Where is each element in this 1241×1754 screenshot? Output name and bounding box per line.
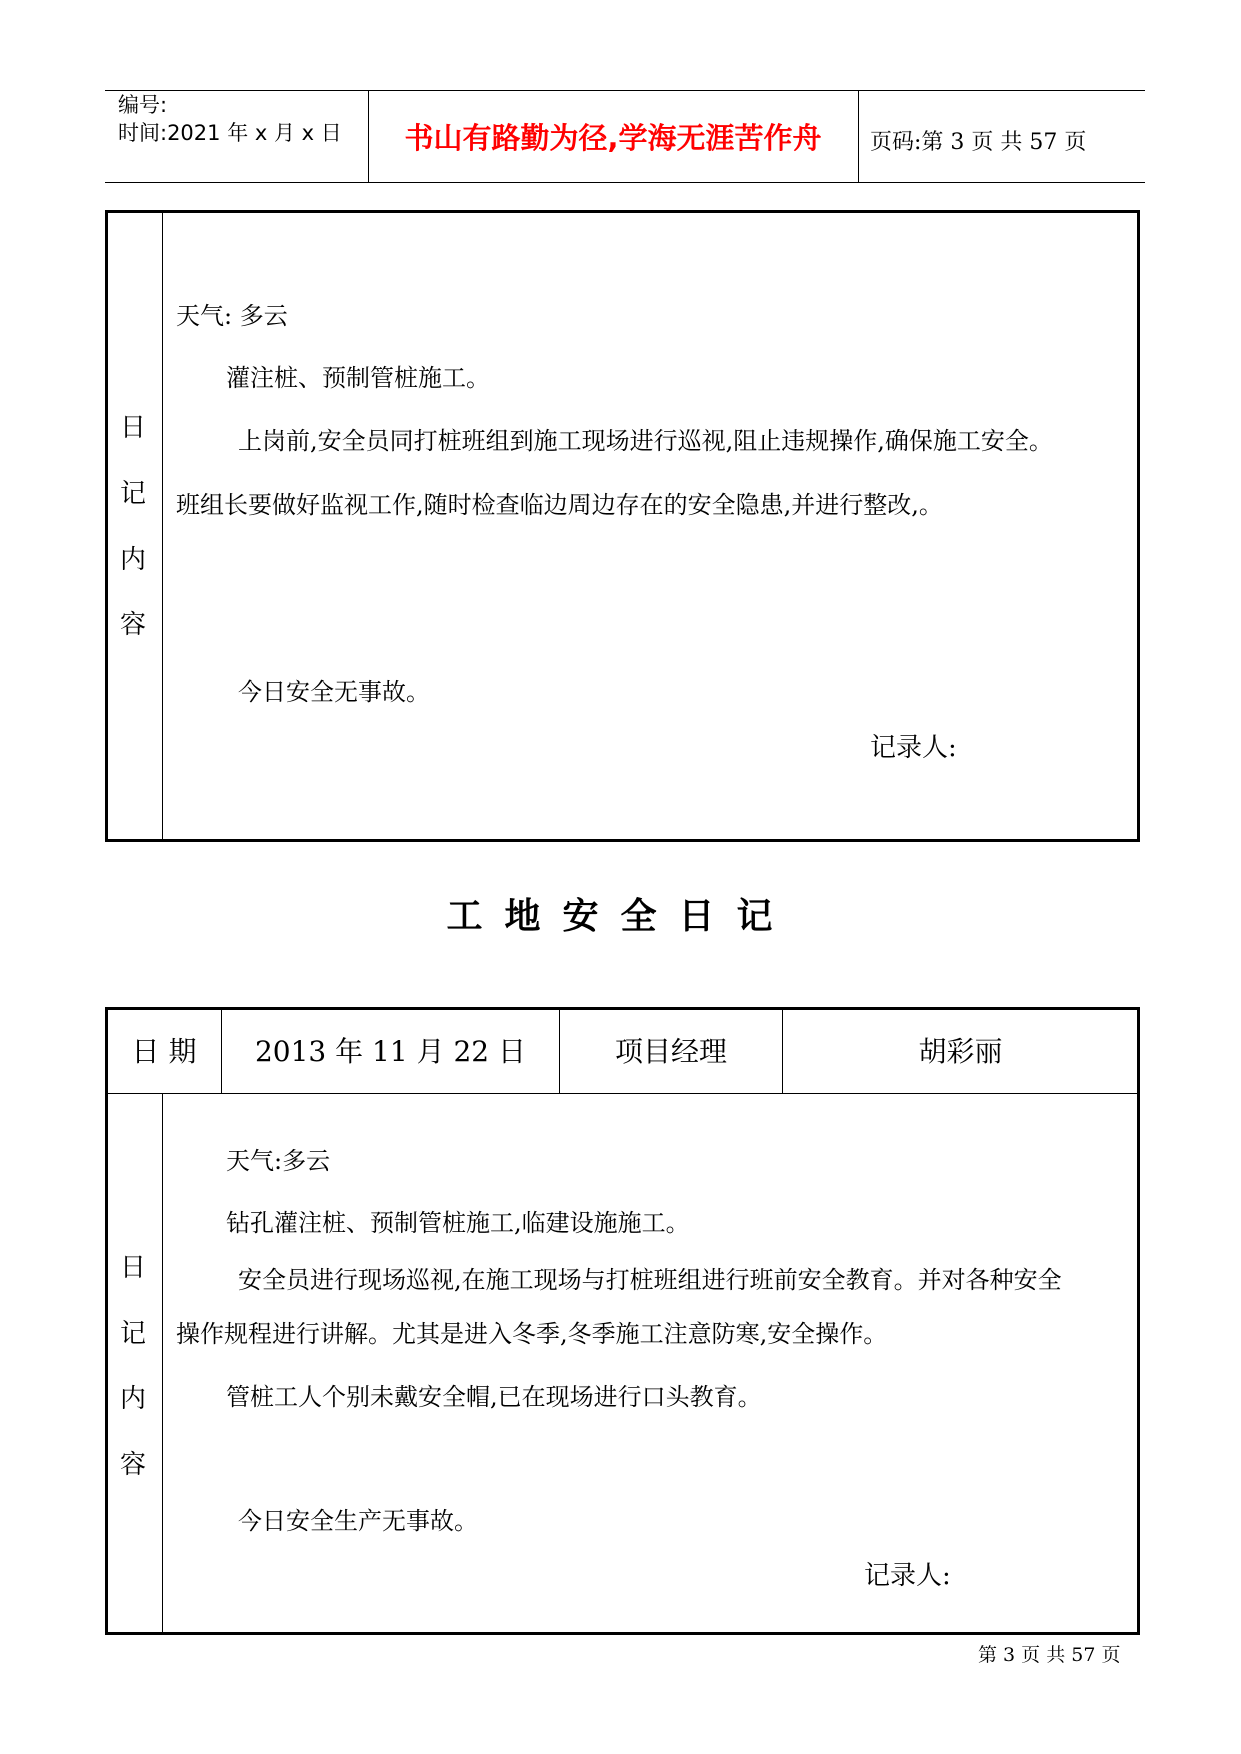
header-page-number: 页码:第 3 页 共 57 页 (870, 130, 1087, 155)
page-title: 工地安全日记 (446, 896, 795, 937)
entry-2-recorder: 记录人: (864, 1561, 951, 1591)
entry-1-conclusion: 今日安全无事故。 (238, 678, 430, 706)
date-label: 日 期 (131, 1035, 197, 1068)
entry-2-para-line-1: 安全员进行现场巡视,在施工现场与打桩班组进行班前安全教育。并对各种安全 (238, 1266, 1062, 1294)
manager-value: 胡彩丽 (918, 1035, 1003, 1068)
entry-1-work: 灌注桩、预制管桩施工。 (226, 364, 490, 392)
header-divider-2 (858, 90, 859, 183)
side-label-char: 记 (120, 1319, 147, 1349)
doc-time-label: 时间:2021 年 x 月 x 日 (118, 121, 342, 145)
entry-2-conclusion: 今日安全生产无事故。 (238, 1507, 478, 1535)
entry-1-para-line-2: 班组长要做好监视工作,随时检查临边周边存在的安全隐患,并进行整改,。 (176, 491, 943, 519)
entry-2-work: 钻孔灌注桩、预制管桩施工,临建设施施工。 (226, 1209, 690, 1237)
footer-page-number: 第 3 页 共 57 页 (978, 1644, 1121, 1666)
doc-number-label: 编号: (118, 93, 168, 117)
entry-2-row-divider (107, 1093, 1138, 1094)
side-label-char: 日 (120, 413, 147, 443)
manager-label: 项目经理 (614, 1035, 727, 1068)
entry-1-label-divider (162, 212, 163, 840)
header-top-rule (105, 90, 1145, 91)
side-label-char: 内 (120, 1384, 147, 1414)
entry-2-para-line-2: 操作规程进行讲解。尤其是进入冬季,冬季施工注意防寒,安全操作。 (176, 1320, 888, 1348)
header-motto: 书山有路勤为径,学海无涯苦作舟 (404, 121, 822, 155)
header-bottom-rule (105, 182, 1145, 183)
entry-1-recorder: 记录人: (870, 733, 957, 763)
side-label-char: 记 (120, 479, 147, 509)
entry-2-para-2: 管桩工人个别未戴安全帽,已在现场进行口头教育。 (226, 1383, 762, 1411)
side-label-char: 日 (120, 1253, 147, 1283)
entry-2-weather: 天气:多云 (226, 1147, 331, 1175)
side-label-char: 容 (120, 1450, 147, 1480)
date-value: 2013 年 11 月 22 日 (254, 1035, 527, 1068)
entry-2-label-divider (162, 1094, 163, 1633)
entry-1-weather: 天气: 多云 (176, 302, 288, 330)
side-label-char: 内 (120, 545, 147, 575)
side-label-char: 容 (120, 610, 147, 640)
entry-1-para-line-1: 上岗前,安全员同打桩班组到施工现场进行巡视,阻止违规操作,确保施工安全。 (238, 427, 1053, 455)
